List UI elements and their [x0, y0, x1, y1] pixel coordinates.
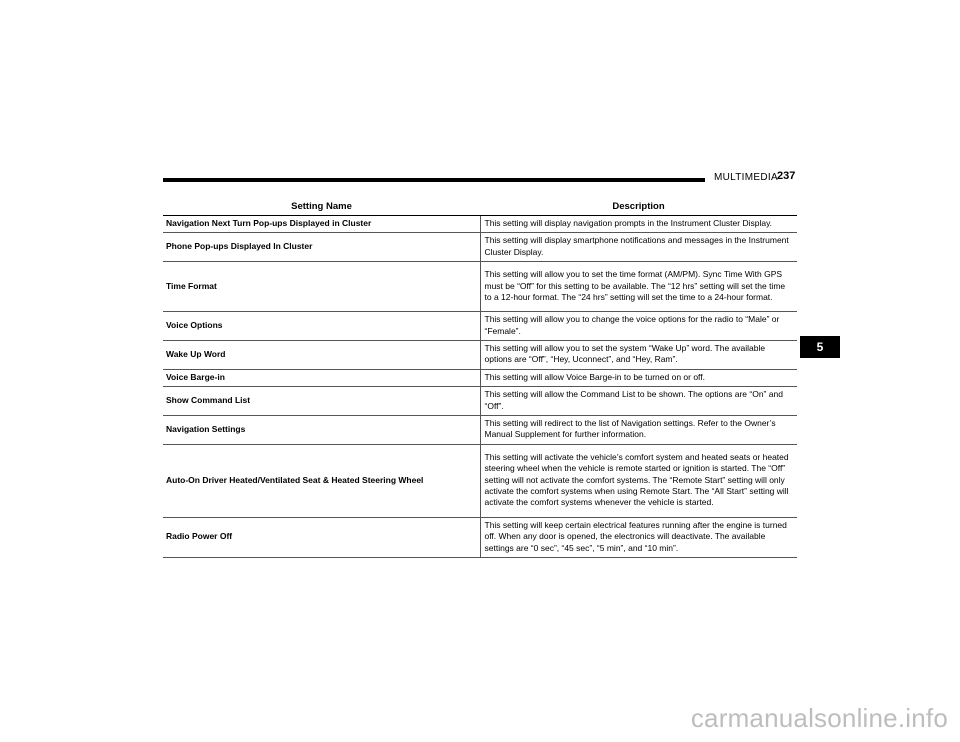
- setting-name: Time Format: [163, 262, 480, 312]
- watermark: carmanualsonline.info: [690, 703, 948, 733]
- column-header-setting-name: Setting Name: [163, 196, 480, 216]
- setting-description: This setting will display navigation prompts in the Instrument Cluster Display.: [480, 216, 797, 233]
- setting-name: Wake Up Word: [163, 341, 480, 370]
- setting-name: Auto-On Driver Heated/Ventilated Seat & Heated Steering Wheel: [163, 444, 480, 517]
- table-row: [163, 369, 797, 386]
- setting-description: This setting will allow the Command List to be shown. The options are “On” and “Off”.: [480, 387, 797, 416]
- setting-description: This setting will activate the vehicle’s comfort system and heated seats or heated steering wheel when the vehicle is remote started or ignition is started. The “Off” setting will not activate the comfort systems. The “Remote Start” setting will only activate the comfort systems when using Remote Start. The “All Start” setting will activate the comfort systems whenever the vehicle is started.: [480, 444, 797, 517]
- page-number: 237: [777, 170, 796, 182]
- setting-name: Voice Barge-in: [163, 369, 480, 386]
- table-row: [163, 216, 797, 233]
- table-row: [163, 262, 797, 312]
- table-row: [163, 416, 797, 445]
- setting-name: Radio Power Off: [163, 517, 480, 557]
- table-row: [163, 341, 797, 370]
- setting-name: Navigation Next Turn Pop-ups Displayed in Cluster: [163, 216, 480, 233]
- setting-description: This setting will allow you to set the system “Wake Up” word. The available options are “Off”, “Hey, Uconnect”, and “Hey, Ram”.: [480, 341, 797, 370]
- setting-description: This setting will allow you to change the voice options for the radio to “Male” or “Female”.: [480, 312, 797, 341]
- table-row: [163, 387, 797, 416]
- table-row: [163, 444, 797, 517]
- table-row: [163, 517, 797, 557]
- settings-table: [163, 196, 797, 558]
- table-header-row: [163, 196, 797, 216]
- column-header-description: Description: [480, 196, 797, 216]
- section-title: MULTIMEDIA: [714, 172, 778, 183]
- table-row: [163, 312, 797, 341]
- setting-name: Phone Pop-ups Displayed In Cluster: [163, 233, 480, 262]
- setting-name: Voice Options: [163, 312, 480, 341]
- setting-description: This setting will display smartphone notifications and messages in the Instrument Cluster Display.: [480, 233, 797, 262]
- header-rule: [163, 178, 705, 182]
- setting-description: This setting will keep certain electrical features running after the engine is turned off. When any door is opened, the electronics will deactivate. The available settings are “0 sec”, “45 sec”, “5 min”, and “10 min”.: [480, 517, 797, 557]
- setting-name: Show Command List: [163, 387, 480, 416]
- chapter-tab: 5: [800, 336, 840, 358]
- setting-description: This setting will allow Voice Barge-in to be turned on or off.: [480, 369, 797, 386]
- setting-name: Navigation Settings: [163, 416, 480, 445]
- setting-description: This setting will redirect to the list of Navigation settings. Refer to the Owner’s Manual Supplement for further information.: [480, 416, 797, 445]
- table-row: [163, 233, 797, 262]
- setting-description: This setting will allow you to set the time format (AM/PM). Sync Time With GPS must be “Off” for this setting to be available. The “12 hrs” setting will set the time to a 12-hour format. The “24 hrs” setting will set the time to a 24-hour format.: [480, 262, 797, 312]
